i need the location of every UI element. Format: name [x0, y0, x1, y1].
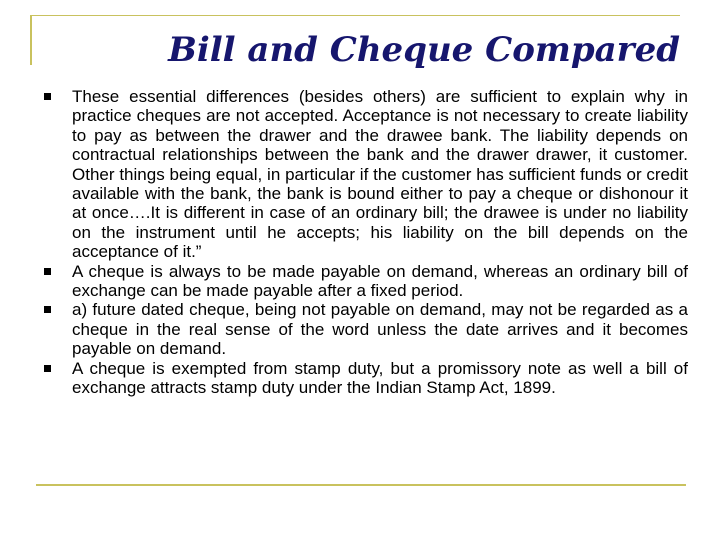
bullet-text-4: A cheque is exempted from stamp duty, but a promissory note as well a bill of exchange attracts stamp duty under the Indian Stamp Act, 1899. — [72, 358, 688, 398]
slide-title: Bill and Cheque Compared — [168, 30, 680, 70]
square-bullet-icon — [44, 93, 51, 100]
bullet-text-1: These essential differences (besides others) are sufficient to explain why in practice cheques are not accepted. Acceptance is not necessary to create liability to pay as between the drawer and the drawee bank. The liability depends on contractual relationships between the bank and the drawer drawer, it customer. Other things being equal, in particular if the customer has sufficient funds or credit available with the bank, the bank is bound either to pay a cheque or dishonour it at once….It is different in case of an ordinary bill; the drawee is under no liability on the instrument until he accepts; his liability on the bill depends on the acceptance of it.” — [72, 87, 688, 262]
square-bullet-icon — [44, 268, 51, 275]
square-bullet-icon — [44, 306, 51, 313]
bullet-item-4 — [40, 359, 688, 398]
bullet-item-2 — [40, 262, 688, 301]
square-bullet-icon — [44, 365, 51, 372]
frame-bottom-line — [36, 484, 686, 486]
frame-top-line — [30, 15, 680, 16]
bullet-text-2: A cheque is always to be made payable on demand, whereas an ordinary bill of exchange can be made payable after a fixed period. — [72, 261, 688, 301]
bullet-item-3 — [40, 300, 688, 358]
bullet-item-1 — [40, 87, 688, 262]
frame-vertical-line — [30, 15, 32, 65]
bullet-text-3: a) future dated cheque, being not payable on demand, may not be regarded as a cheque in the real sense of the word unless the date arrives and it becomes payable on demand. — [72, 300, 688, 359]
bullet-list — [40, 87, 688, 398]
